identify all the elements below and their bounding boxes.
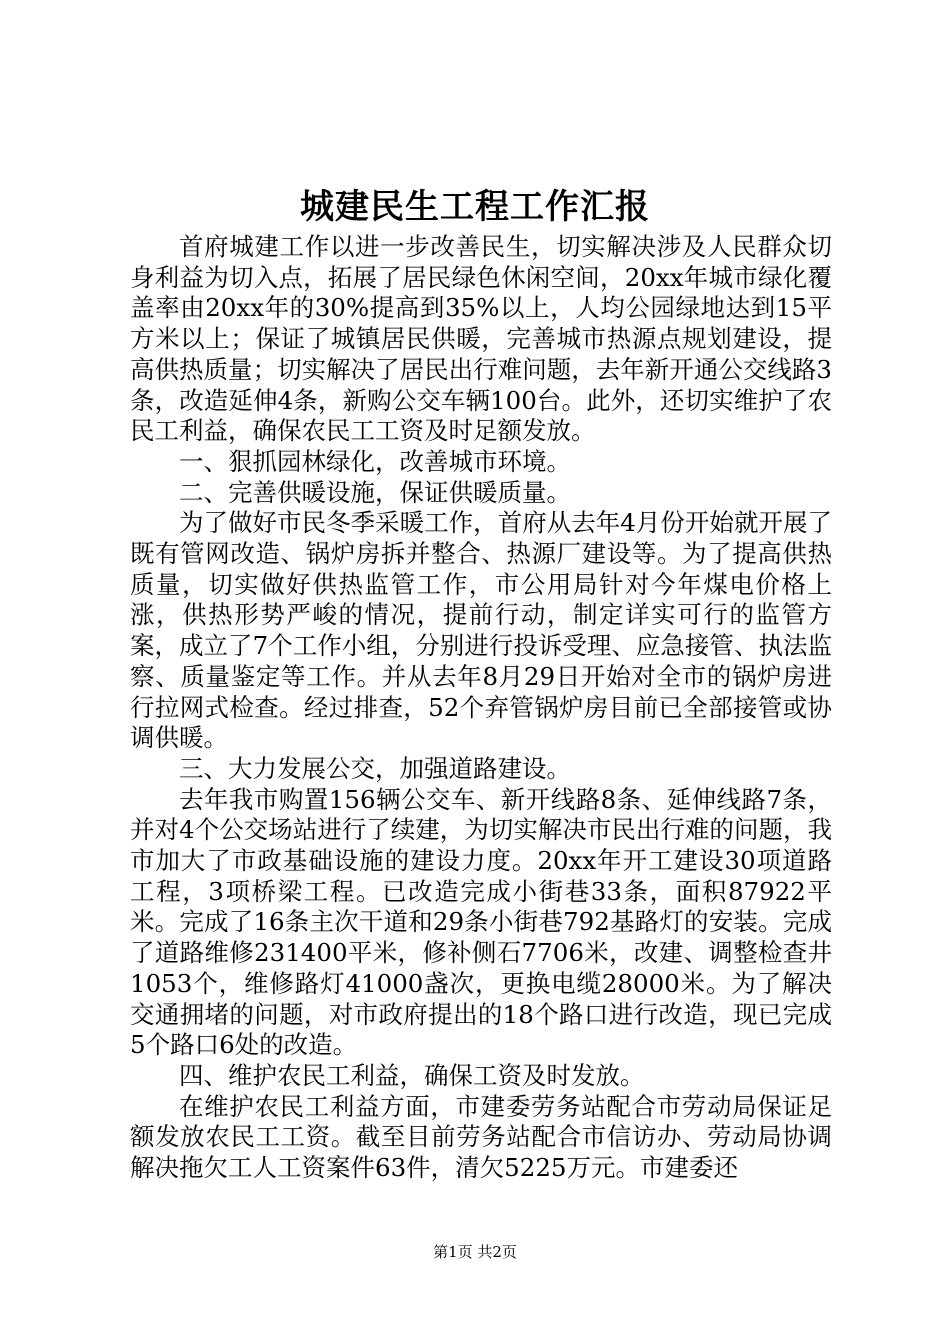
- heading-section-3: 三、大力发展公交，加强道路建设。: [179, 753, 571, 783]
- heading-section-4: 四、维护农民工利益，确保工资及时发放。: [179, 1060, 645, 1090]
- heading-section-2: 二、完善供暖设施，保证供暖质量。: [179, 477, 571, 507]
- paragraph-intro: 首府城建工作以进一步改善民生，切实解决涉及人民群众切身利益为切入点，拓展了居民绿色休闲空间，20xx年城市绿化覆盖率由20xx年的30%提高到35%以上，人均公园绿地达到15平方米以上；保证了城镇居民供暖，完善城市热源点规划建设，提高供热质量；切实解决了居民出行难问题，去年新开通公交线路3条，改造延伸4条，新购公交车辆100台。此外，还切实维护了农民工利益，确保农民工工资及时足额发放。: [130, 232, 832, 446]
- heading-section-1: 一、狠抓园林绿化，改善城市环境。: [179, 446, 571, 476]
- paragraph-workers: 在维护农民工利益方面，市建委劳务站配合市劳动局保证足额发放农民工工资。截至目前劳务站配合市信访办、劳动局协调解决拖欠工人工资案件63件，清欠5225万元。市建委还: [130, 1091, 832, 1183]
- document-title: 城建民生工程工作汇报: [300, 187, 650, 227]
- page-number-footer: 第1页 共2页: [433, 1243, 517, 1261]
- document-body: [130, 232, 832, 1184]
- paragraph-transit: 去年我市购置156辆公交车、新开线路8条、延伸线路7条，并对4个公交场站进行了续建，为切实解决市民出行难的问题，我市加大了市政基础设施的建设力度。20xx年开工建设30项道路工程，3项桥梁工程。已改造完成小街巷33条，面积87922平米。完成了16条主次干道和29条小街巷792基路灯的安装。完成了道路维修231400平米，修补侧石7706米，改建、调整检查井1053个，维修路灯41000盏次，更换电缆28000米。为了解决交通拥堵的问题，对市政府提出的18个路口进行改造，现已完成5个路口6处的改造。: [130, 784, 832, 1060]
- paragraph-heating: 为了做好市民冬季采暖工作，首府从去年4月份开始就开展了既有管网改造、锅炉房拆并整合、热源厂建设等。为了提高供热质量，切实做好供热监管工作，市公用局针对今年煤电价格上涨，供热形势严峻的情况，提前行动，制定详实可行的监管方案，成立了7个工作小组，分别进行投诉受理、应急接管、执法监察、质量鉴定等工作。并从去年8月29日开始对全市的锅炉房进行拉网式检查。经过排查，52个弃管锅炉房目前已全部接管或协调供暖。: [130, 508, 832, 753]
